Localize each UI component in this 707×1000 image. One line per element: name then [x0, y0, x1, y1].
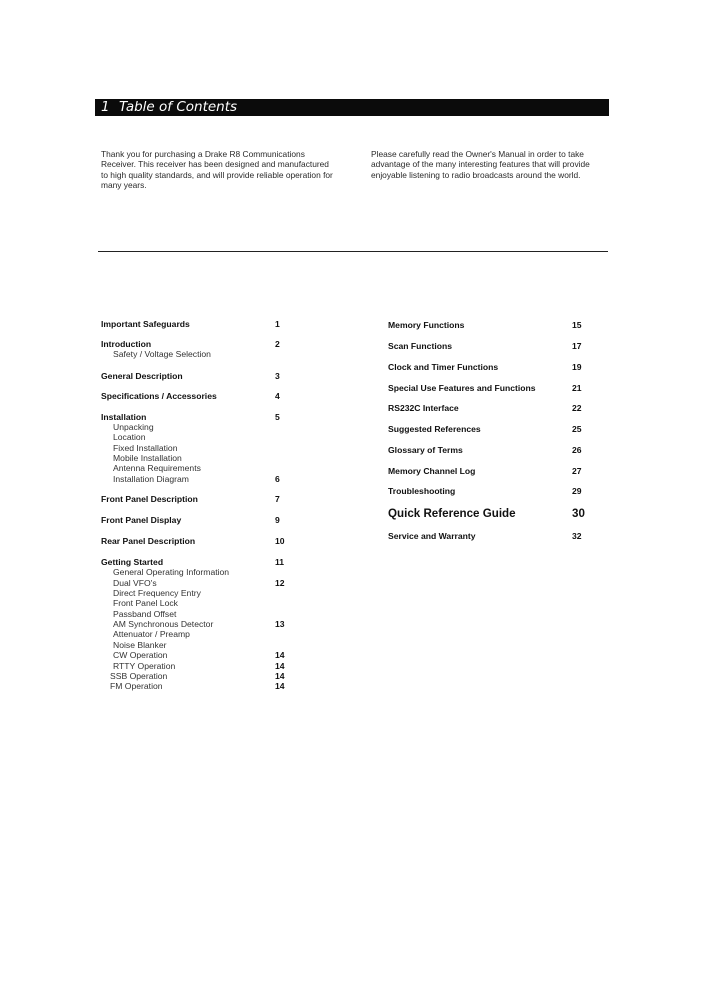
- toc-entry-label: Location: [113, 432, 146, 442]
- section-header-bar: [95, 99, 609, 116]
- toc-entry-page: 12: [275, 578, 285, 588]
- toc-entry-page: 21: [572, 383, 582, 393]
- toc-entry-page: 14: [275, 681, 285, 691]
- toc-entry-label: Introduction: [101, 339, 152, 349]
- toc-entry-label: Important Safeguards: [101, 319, 190, 329]
- toc-entry-label: SSB Operation: [110, 671, 168, 681]
- toc-entry-page: 29: [572, 486, 582, 496]
- toc-entry-page: 5: [275, 412, 280, 422]
- toc-entry-page: 15: [572, 320, 582, 330]
- toc-entry-page: 27: [572, 466, 582, 476]
- toc-entry-page: 19: [572, 362, 582, 372]
- divider-rule: [98, 251, 608, 252]
- toc-entry-label: Troubleshooting: [388, 486, 456, 496]
- intro-paragraph-left: Thank you for purchasing a Drake R8 Communications Receiver. This receiver has been designed and manufactured to high quality standards, and will provide reliable operation for many years.: [101, 149, 333, 191]
- toc-entry-page: 4: [275, 391, 280, 401]
- toc-entry-page: 7: [275, 494, 280, 504]
- toc-entry-label: Attenuator / Preamp: [113, 629, 190, 639]
- toc-entry-page: 9: [275, 515, 280, 525]
- section-number: 1: [101, 99, 110, 115]
- toc-entry-page: 22: [572, 403, 582, 413]
- toc-entry-page: 1: [275, 319, 280, 329]
- toc-entry-label: Front Panel Display: [101, 515, 182, 525]
- toc-entry-page: 3: [275, 371, 280, 381]
- toc-entry-label: Memory Channel Log: [388, 466, 476, 476]
- toc-entry-page: 2: [275, 339, 280, 349]
- toc-entry-label: Scan Functions: [388, 341, 452, 351]
- toc-entry-page: 10: [275, 536, 285, 546]
- toc-entry-page: 14: [275, 650, 285, 660]
- toc-entry-label: Fixed Installation: [113, 443, 178, 453]
- toc-entry-label: Suggested References: [388, 424, 481, 434]
- toc-entry-page: 14: [275, 671, 285, 681]
- toc-entry-label: Quick Reference Guide: [388, 507, 516, 520]
- toc-entry-page: 32: [572, 531, 582, 541]
- toc-entry-label: Antenna Requirements: [113, 463, 201, 473]
- toc-entry-label: Special Use Features and Functions: [388, 383, 536, 393]
- toc-entry-label: FM Operation: [110, 681, 163, 691]
- toc-entry-page: 13: [275, 619, 285, 629]
- toc-entry-label: Unpacking: [113, 422, 154, 432]
- toc-entry-label: General Operating Information: [113, 567, 230, 577]
- toc-entry-label: AM Synchronous Detector: [113, 619, 214, 629]
- toc-entry-label: Direct Frequency Entry: [113, 588, 201, 598]
- toc-entry-label: Front Panel Lock: [113, 598, 178, 608]
- toc-entry-page: 6: [275, 474, 280, 484]
- toc-entry-label: CW Operation: [113, 650, 168, 660]
- toc-entry-page: 17: [572, 341, 582, 351]
- toc-entry-page: 14: [275, 661, 285, 671]
- toc-entry-label: Getting Started: [101, 557, 164, 567]
- toc-entry-label: Mobile Installation: [113, 453, 182, 463]
- toc-entry-page: 30: [572, 507, 585, 520]
- toc-entry-label: Passband Offset: [113, 609, 177, 619]
- toc-entry-label: General Description: [101, 371, 183, 381]
- toc-entry-label: Installation: [101, 412, 147, 422]
- toc-entry-label: Dual VFO's: [113, 578, 157, 588]
- toc-entry-page: 11: [275, 557, 285, 567]
- toc-entry-label: Front Panel Description: [101, 494, 198, 504]
- toc-entry-label: Noise Blanker: [113, 640, 167, 650]
- toc-entry-label: Memory Functions: [388, 320, 465, 330]
- toc-entry-label: Safety / Voltage Selection: [113, 349, 211, 359]
- intro-paragraph-right: Please carefully read the Owner's Manual in order to take advantage of the many interesting features that will provide enjoyable listening to radio broadcasts around the world.: [371, 149, 590, 180]
- toc-entry-label: Specifications / Accessories: [101, 391, 217, 401]
- toc-entry-label: Installation Diagram: [113, 474, 189, 484]
- toc-entry-label: RTTY Operation: [113, 661, 176, 671]
- section-title: Table of Contents: [119, 99, 238, 115]
- toc-entry-page: 26: [572, 445, 582, 455]
- toc-entry-page: 25: [572, 424, 582, 434]
- toc-entry-label: Clock and Timer Functions: [388, 362, 499, 372]
- toc-entry-label: Rear Panel Description: [101, 536, 196, 546]
- toc-entry-label: Service and Warranty: [388, 531, 476, 541]
- toc-entry-label: Glossary of Terms: [388, 445, 463, 455]
- toc-entry-label: RS232C Interface: [388, 403, 459, 413]
